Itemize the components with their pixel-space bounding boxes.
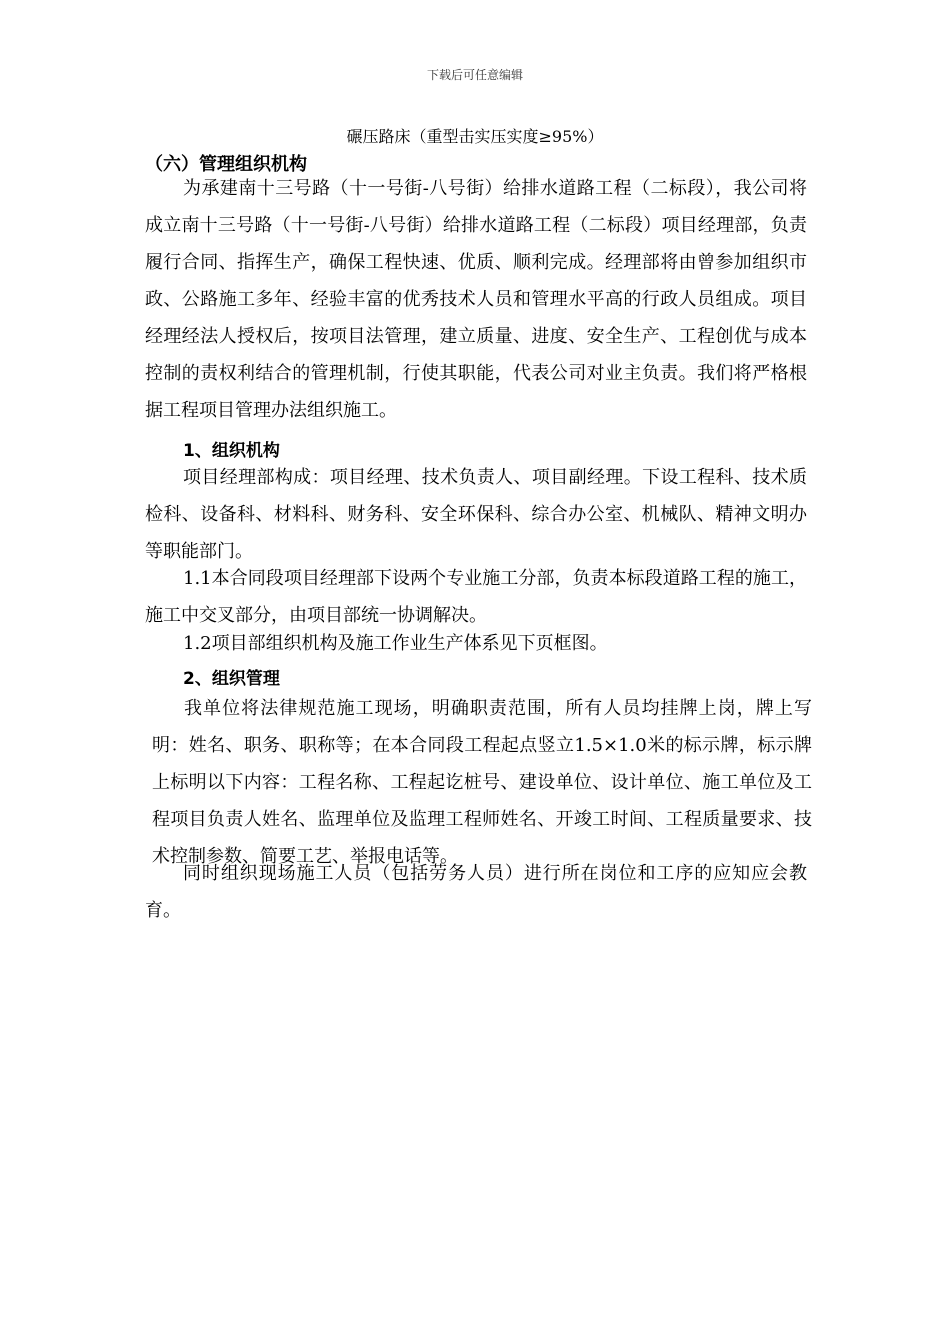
org-management-heading: 2、组织管理 xyxy=(183,669,280,689)
org-structure-paragraph-3: 1.2项目部组织机构及施工作业生产体系见下页框图。 xyxy=(183,633,608,654)
org-structure-paragraph-1: 项目经理部构成：项目经理、技术负责人、项目副经理。下设工程科、技术质检科、设备科、材料科、财务科、安全环保科、综合办公室、机械队、精神文明办等职能部门。 xyxy=(145,467,807,562)
org-management-paragraph-1: 我单位将法律规范施工现场，明确职责范围，所有人员均挂牌上岗，牌上写明：姓名、职务、职称等；在本合同段工程起点竖立1.5×1.0米的标示牌，标示牌上标明以下内容：工程名称、工程起讫桩号、建设单位、设计单位、施工单位及工程项目负责人姓名、监理单位及监理工程师姓名、开竣工时间、工程质量要求、技术控制参数、简要工艺、举报电话等。 xyxy=(152,698,812,867)
org-structure-paragraph-2: 1.1本合同段项目经理部下设两个专业施工分部，负责本标段道路工程的施工，施工中交叉部分，由项目部统一协调解决。 xyxy=(145,568,807,626)
section-intro-paragraph: 为承建南十三号路（十一号街-八号街）给排水道路工程（二标段），我公司将成立南十三号路（十一号街-八号街）给排水道路工程（二标段）项目经理部，负责履行合同、指挥生产，确保工程快速、优质、顺利完成。经理部将由曾参加组织市政、公路施工多年、经验丰富的优秀技术人员和管理水平高的行政人员组成。项目经理经法人授权后，按项目法管理，建立质量、进度、安全生产、工程创优与成本控制的责权利结合的管理机制，行使其职能，代表公司对业主负责。我们将严格根据工程项目管理办法组织施工。 xyxy=(145,178,807,421)
org-structure-heading: 1、组织机构 xyxy=(183,441,280,461)
header-note: 下载后可任意编辑 xyxy=(426,68,523,82)
flowchart-caption: 碾压路床（重型击实压实度≥95%） xyxy=(346,127,604,146)
section-heading: （六）管理组织机构 xyxy=(145,154,307,175)
org-management-paragraph-2: 同时组织现场施工人员（包括劳务人员）进行所在岗位和工序的应知应会教育。 xyxy=(145,863,807,921)
